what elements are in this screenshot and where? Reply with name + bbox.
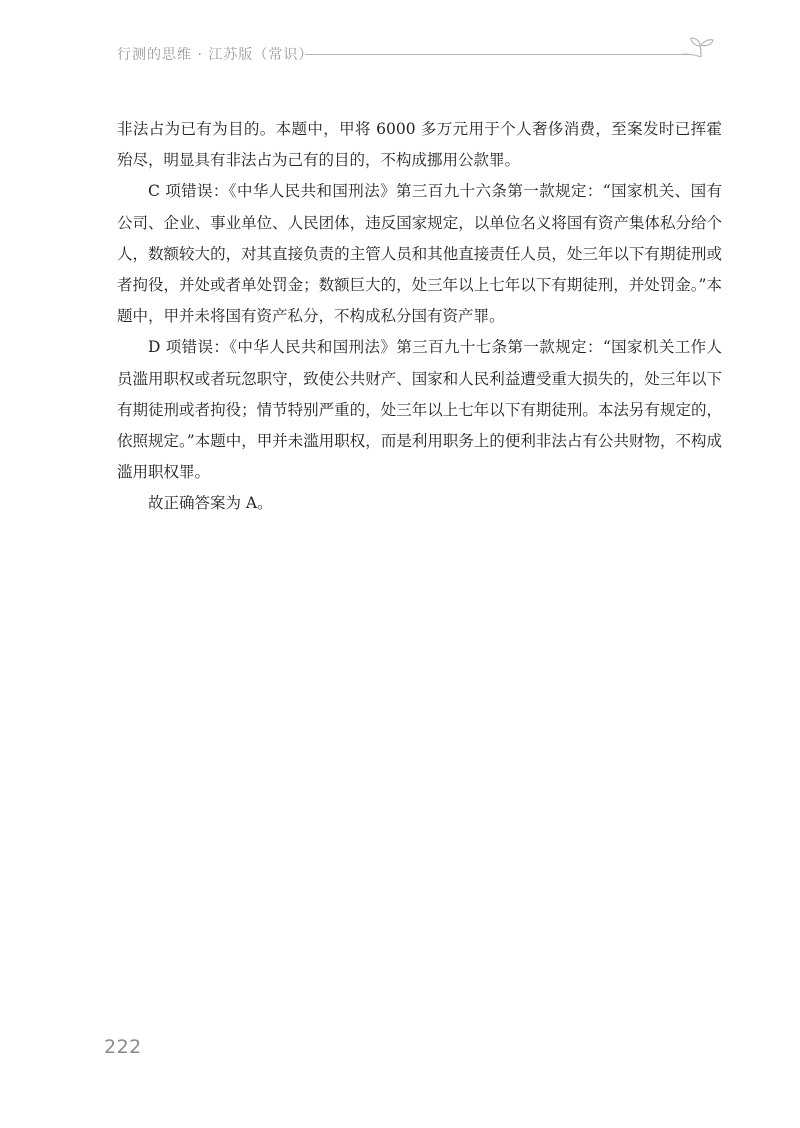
paragraph-option-c: C 项错误：《中华人民共和国刑法》第三百九十六条第一款规定：“国家机关、国有公司、企业、事业单位、人民团体，违反国家规定，以单位名义将国有资产集体私分给个人，数额较大的，对其直接负责的主管人员和其他直接责任人员，处三年以下有期徒刑或者拘役，并处或者单处罚金；数额巨大的，处三年以上七年以下有期徒刑，并处罚金。”本题中，甲并未将国有资产私分，不构成私分国有资产罪。 — [117, 182, 722, 326]
paragraph-answer: 故正确答案为 A。 — [148, 494, 273, 513]
paragraph-continuation: 非法占为已有为目的。本题中，甲将 6000 多万元用于个人奢侈消费，至案发时已挥霍殆尽，明显具有非法占为己有的目的，不构成挪用公款罪。 — [117, 120, 722, 170]
paragraph-option-d: D 项错误：《中华人民共和国刑法》第三百九十七条第一款规定：“国家机关工作人员滥用职权或者玩忽职守，致使公共财产、国家和人民利益遭受重大损失的，处三年以下有期徒刑或者拘役；情节特别严重的，处三年以上七年以下有期徒刑。本法另有规定的，依照规定。”本题中，甲并未滥用职权，而是利用职务上的便利非法占有公共财物，不构成滥用职权罪。 — [117, 338, 722, 482]
header-divider — [305, 54, 693, 55]
page-body — [117, 114, 722, 520]
running-header — [117, 36, 717, 76]
book-title: 行测的思维 · 江苏版（常识） — [117, 47, 314, 63]
page-number: 222 — [104, 1036, 142, 1058]
sprout-icon — [683, 36, 719, 58]
